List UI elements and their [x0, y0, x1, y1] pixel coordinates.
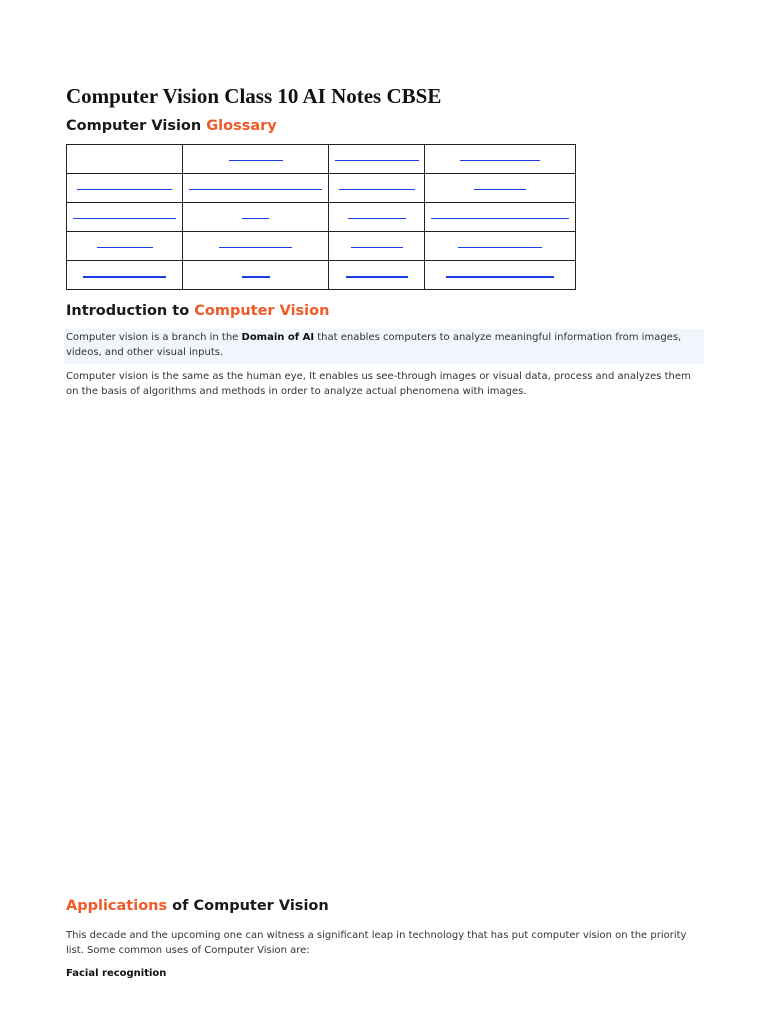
table-row [67, 145, 576, 174]
table-cell [183, 232, 329, 261]
table-cell [183, 261, 329, 290]
table-cell [329, 174, 425, 203]
intro-heading [66, 303, 329, 319]
table-cell [329, 232, 425, 261]
glossary-link[interactable] [339, 188, 415, 190]
glossary-link[interactable] [83, 275, 166, 278]
table-cell [67, 145, 183, 174]
table-cell [329, 261, 425, 290]
glossary-heading-prefix: Computer Vision [66, 118, 207, 134]
table-cell [67, 174, 183, 203]
facial-recognition-heading: Facial recognition [66, 968, 167, 979]
glossary-link[interactable] [346, 275, 408, 278]
table-row [67, 261, 576, 290]
intro-paragraph-1 [64, 329, 704, 364]
intro-para1-bold: Domain of AI [241, 332, 315, 343]
table-row [67, 203, 576, 232]
table-cell [183, 203, 329, 232]
intro-para1-before: Computer vision is a branch in the [66, 332, 242, 343]
table-cell [67, 232, 183, 261]
table-cell [425, 232, 576, 261]
glossary-link[interactable] [351, 246, 403, 248]
table-row [67, 174, 576, 203]
glossary-link[interactable] [474, 188, 526, 190]
applications-paragraph: This decade and the upcoming one can witness a significant leap in technology that has put computer vision on the priority list. Some common uses of Computer Vision are: [66, 930, 687, 956]
glossary-link[interactable] [460, 159, 540, 161]
applications-heading-suffix: of Computer Vision [167, 898, 329, 914]
intro-paragraph-2: Computer vision is the same as the human eye, It enables us see-through images or visual data, process and analyzes them on the basis of algorithms and methods in order to analyze actual phenomena with images. [66, 371, 691, 397]
table-cell [183, 145, 329, 174]
table-cell [329, 203, 425, 232]
table-cell [67, 203, 183, 232]
glossary-heading-accent: Glossary [206, 118, 277, 134]
glossary-link[interactable] [77, 188, 172, 190]
page-title: Computer Vision Class 10 AI Notes CBSE [66, 84, 442, 108]
table-cell [425, 174, 576, 203]
table-cell [183, 174, 329, 203]
applications-heading-accent: Applications [66, 898, 168, 914]
glossary-link[interactable] [431, 217, 569, 219]
glossary-heading [66, 118, 277, 134]
glossary-link[interactable] [458, 246, 542, 248]
applications-heading [66, 898, 329, 914]
intro-heading-accent: Computer Vision [194, 303, 330, 319]
glossary-link[interactable] [242, 217, 269, 219]
glossary-link[interactable] [73, 217, 176, 219]
glossary-link[interactable] [229, 159, 283, 161]
table-cell [329, 145, 425, 174]
glossary-link[interactable] [97, 246, 153, 248]
intro-heading-prefix: Introduction to [66, 303, 195, 319]
glossary-link[interactable] [242, 275, 270, 278]
table-cell [67, 261, 183, 290]
table-cell [425, 203, 576, 232]
glossary-link[interactable] [189, 188, 322, 190]
intro-para1-after: that enables computers to analyze meaningful information from images, videos, and other visual inputs. [66, 332, 682, 358]
glossary-link[interactable] [348, 217, 406, 219]
glossary-link[interactable] [335, 159, 419, 161]
table-cell [425, 145, 576, 174]
glossary-link[interactable] [219, 246, 292, 248]
glossary-table [66, 144, 576, 290]
glossary-link[interactable] [446, 275, 554, 278]
table-cell [425, 261, 576, 290]
table-row [67, 232, 576, 261]
